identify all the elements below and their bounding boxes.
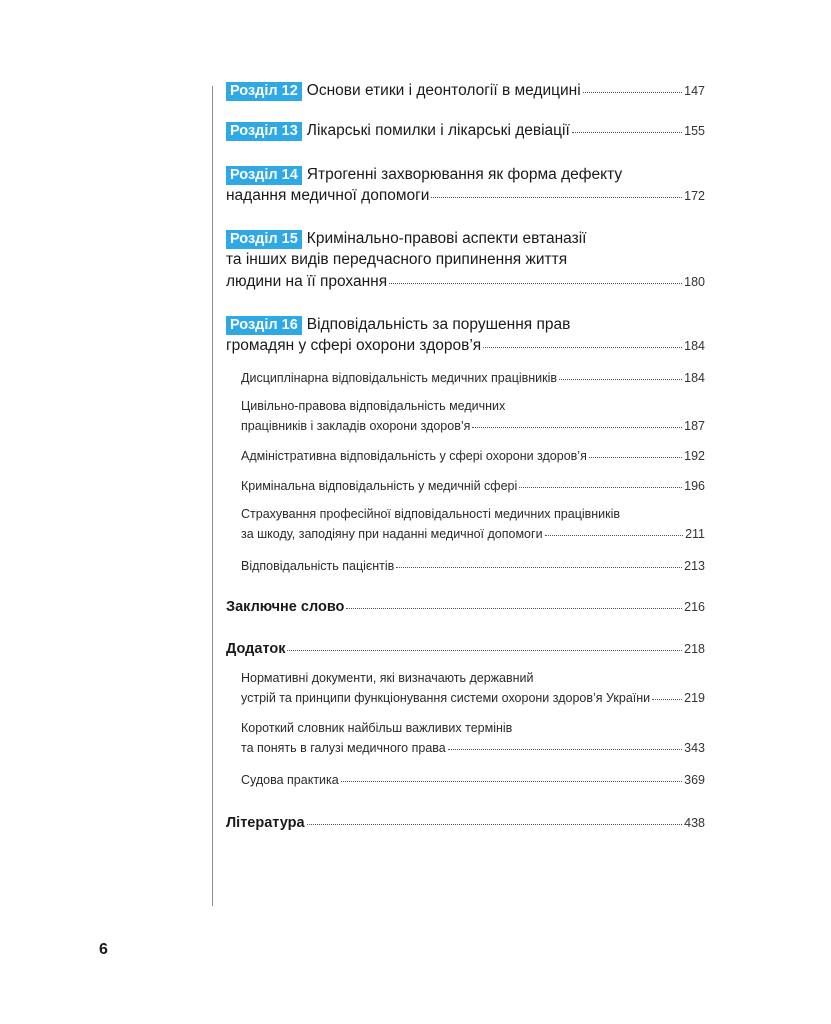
chapter-title: Відповідальність за порушення прав bbox=[306, 316, 571, 333]
chapter-title-cont: та інших видів передчасного припинення життя bbox=[226, 251, 568, 268]
dot-leader bbox=[583, 92, 682, 93]
chapter-title: Ятрогенні захворювання як форма дефекту bbox=[306, 166, 623, 183]
page-ref: 196 bbox=[684, 479, 705, 493]
page-ref: 343 bbox=[684, 741, 705, 755]
chapter-14-entry[interactable] bbox=[226, 166, 705, 210]
dot-leader bbox=[519, 487, 682, 488]
dot-leader bbox=[652, 699, 682, 700]
dot-leader bbox=[448, 749, 682, 750]
section-title: Кримінальна відповідальність у медичній сфері bbox=[241, 479, 518, 493]
section-title-cont: устрій та принципи функціонування системи охорони здоров’я України bbox=[241, 691, 651, 705]
section-title: Адміністративна відповідальність у сфері охорони здоров’я bbox=[241, 449, 587, 463]
section-title: Страхування професійної відповідальності медичних працівників bbox=[241, 507, 621, 521]
chapter-badge: Розділ 12 bbox=[226, 82, 302, 101]
section-title-cont: за шкоду, заподіяну при наданні медичної допомоги bbox=[241, 527, 543, 541]
dot-leader bbox=[472, 427, 682, 428]
dot-leader bbox=[341, 781, 682, 782]
section-entry[interactable] bbox=[226, 722, 705, 762]
section-entry[interactable] bbox=[226, 774, 705, 794]
dot-leader bbox=[346, 608, 682, 609]
dot-leader bbox=[431, 197, 682, 198]
section-title-cont: працівників і закладів охорони здоров’я bbox=[241, 419, 471, 433]
section-title: Судова практика bbox=[241, 773, 339, 787]
chapter-title: Кримінально-правові аспекти евтаназії bbox=[306, 230, 587, 247]
section-title: Короткий словник найбільш важливих термінів bbox=[241, 721, 513, 735]
chapter-title-cont: громадян у сфері охорони здоров’я bbox=[226, 337, 482, 354]
chapter-title-cont: надання медичної допомоги bbox=[226, 187, 430, 204]
page-ref: 219 bbox=[684, 691, 705, 705]
chapter-13-entry[interactable] bbox=[226, 122, 705, 144]
page-ref: 180 bbox=[684, 275, 705, 289]
chapter-16-entry[interactable] bbox=[226, 316, 705, 360]
afterword-title: Заключне слово bbox=[226, 599, 345, 615]
page-ref: 172 bbox=[684, 189, 705, 203]
section-entry[interactable] bbox=[226, 450, 705, 470]
section-entry[interactable] bbox=[226, 672, 705, 712]
page-ref: 184 bbox=[684, 371, 705, 385]
dot-leader bbox=[396, 567, 682, 568]
section-title: Цивільно-правова відповідальність медичних bbox=[241, 399, 506, 413]
chapter-badge: Розділ 14 bbox=[226, 166, 302, 185]
chapter-badge: Розділ 15 bbox=[226, 230, 302, 249]
dot-leader bbox=[545, 535, 684, 536]
section-entry[interactable] bbox=[226, 560, 705, 580]
page-ref: 192 bbox=[684, 449, 705, 463]
section-title: Відповідальність пацієнтів bbox=[241, 559, 395, 573]
page-ref: 155 bbox=[684, 124, 705, 138]
appendix-entry[interactable] bbox=[226, 642, 705, 657]
page-ref: 147 bbox=[684, 84, 705, 98]
dot-leader bbox=[589, 457, 682, 458]
chapter-badge: Розділ 13 bbox=[226, 122, 302, 141]
page-ref: 187 bbox=[684, 419, 705, 433]
dot-leader bbox=[307, 824, 683, 825]
page-ref: 216 bbox=[684, 600, 705, 614]
dot-leader bbox=[559, 379, 682, 380]
literature-title: Література bbox=[226, 815, 305, 831]
chapter-title-cont: людини на її прохання bbox=[226, 273, 388, 290]
dot-leader bbox=[572, 132, 682, 133]
page-number: 6 bbox=[99, 941, 108, 958]
literature-entry[interactable] bbox=[226, 816, 705, 831]
dot-leader bbox=[389, 283, 682, 284]
chapter-title: Основи етики і деонтології в медицині bbox=[306, 82, 581, 99]
appendix-title: Додаток bbox=[226, 641, 286, 657]
section-title: Нормативні документи, які визначають державний bbox=[241, 671, 534, 685]
dot-leader bbox=[483, 347, 682, 348]
section-title: Дисциплінарна відповідальність медичних працівників bbox=[241, 371, 558, 385]
section-entry[interactable] bbox=[226, 480, 705, 500]
section-entry[interactable] bbox=[226, 400, 705, 440]
chapter-12-entry[interactable] bbox=[226, 82, 705, 104]
page-ref: 438 bbox=[684, 816, 705, 830]
page-ref: 213 bbox=[684, 559, 705, 573]
page-ref: 369 bbox=[684, 773, 705, 787]
margin-rule bbox=[212, 86, 213, 906]
chapter-badge: Розділ 16 bbox=[226, 316, 302, 335]
page-ref: 211 bbox=[685, 527, 705, 541]
page-ref: 184 bbox=[684, 339, 705, 353]
chapter-15-entry[interactable] bbox=[226, 230, 705, 296]
section-title-cont: та понять в галузі медичного права bbox=[241, 741, 446, 755]
section-entry[interactable] bbox=[226, 508, 705, 548]
chapter-title: Лікарські помилки і лікарські девіації bbox=[306, 122, 570, 139]
afterword-entry[interactable] bbox=[226, 600, 705, 615]
dot-leader bbox=[287, 650, 682, 651]
section-entry[interactable] bbox=[226, 372, 705, 392]
page-ref: 218 bbox=[684, 642, 705, 656]
